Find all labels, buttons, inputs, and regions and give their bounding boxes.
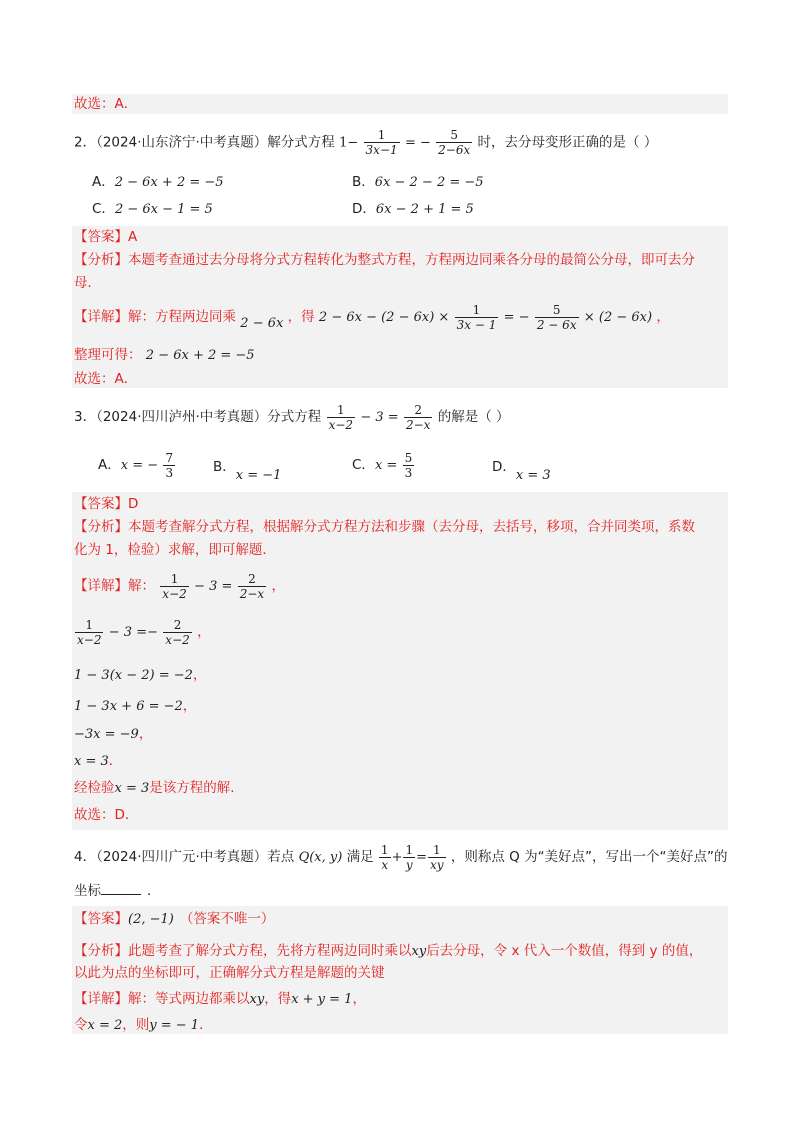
- q2-detail-eq-a: 2 − 6x − (2 − 6x) ×: [318, 310, 450, 325]
- q4-stem-line2: 坐标 ．: [74, 883, 161, 899]
- q2-option-a[interactable]: A．2 − 6x + 2 = −5: [92, 174, 224, 190]
- q3-stem-suffix: 的解是（ ）: [437, 409, 510, 425]
- q4-last: 令x = 2，则y = − 1．: [74, 1017, 213, 1033]
- q3-stem: [74, 402, 510, 433]
- q3-step-0: $\frac{1}{x-2}$ − 3 =− $\frac{2}{x-2}$ ，: [77, 617, 211, 647]
- q2-detail-mult: 2 − 6x: [240, 316, 284, 331]
- q2-answer: 【答案】A: [74, 229, 138, 245]
- q3-eq-frac2: $\frac{2}{2-x}$: [405, 402, 431, 432]
- q3-answer: 【答案】D: [74, 496, 139, 512]
- q2-eq-rhs: = −: [404, 135, 431, 151]
- q2-stem: [74, 128, 657, 158]
- q3-option-a[interactable]: A．x = − $\frac{7}{3}$: [98, 450, 174, 480]
- q4-detail: 【详解】解：等式两边都乘以xy，得x + y = 1，: [74, 991, 366, 1007]
- q2-option-d[interactable]: D．6x − 2 + 1 = 5: [352, 201, 474, 217]
- q2-stem-suffix: 时，去分母变形正确的是（ ）: [477, 134, 658, 151]
- q4-answer: 【答案】(2, −1) （答案不唯一）: [74, 911, 275, 927]
- q3-option-b[interactable]: B．x = −1: [213, 459, 282, 483]
- q2-simplify: [74, 346, 255, 365]
- q2-option-b[interactable]: B．6x − 2 − 2 = −5: [352, 174, 484, 190]
- q2-option-c[interactable]: C．2 − 6x − 1 = 5: [92, 201, 213, 217]
- q3-eq-frac1: $\frac{1}{x-2}$: [328, 402, 354, 432]
- q2-detail-eq-c: × (2 − 6x): [583, 310, 653, 325]
- q4-stem-mid: 满足: [346, 849, 374, 865]
- q3-analysis-line1: 【分析】本题考查解分式方程，根据解分式方程方法和步骤（去分母，去括号，移项，合并同类项，系数: [74, 519, 695, 535]
- q3-choice: 故选：D．: [74, 807, 139, 823]
- q4-stem: 4．（2024·四川广元·中考真题）若点 Q(x, y) 满足 $\frac{1}{x}$ + $\frac{1}{y}$ = $\frac{1}{xy}$ ，则称点 Q 为“美好点”，写出一个“美好点”的: [74, 842, 728, 872]
- q2-analysis-line2: 母．: [74, 275, 101, 291]
- q2-detail-end: ，: [656, 309, 670, 325]
- q3-stem-prefix: 3．（2024·四川泸州·中考真题）分式方程: [74, 409, 322, 425]
- q2-choice: 故选：A．: [74, 371, 138, 387]
- q2-detail-frac2: $\frac{5}{2 - 6x}$: [536, 302, 577, 332]
- q4-answer-blank[interactable]: [101, 882, 141, 895]
- q4-analysis-line2: 以此为点的坐标即可，正确解分式方程是解题的关键: [74, 965, 385, 981]
- q3-option-d[interactable]: D．x = 3: [492, 459, 551, 483]
- q4-stem-suffix: ，则称点 Q 为“美好点”，写出一个“美好点”的: [450, 849, 728, 865]
- q2-analysis-line1: 【分析】本题考查通过去分母将分式方程转化为整式方程，方程两边同乘各分母的最简公分母，即可去分: [74, 252, 695, 268]
- q3-eq-mid: − 3 =: [360, 410, 399, 425]
- q1-answer-block: [72, 94, 728, 114]
- q3-step-3: −3x = −9，: [74, 726, 153, 742]
- q2-detail-prefix: 【详解】解：方程两边同乘: [74, 309, 236, 325]
- q3-check: 经检验x = 3是该方程的解.: [74, 780, 235, 796]
- q3-step-4: x = 3．: [74, 753, 123, 769]
- q2-detail-mid: ，得: [287, 309, 315, 325]
- q3-analysis-line2: 化为 1，检验）求解，即可解题．: [74, 542, 276, 558]
- q2-eq-frac2: $\frac{5}{2-6x}$: [438, 128, 471, 157]
- q2-simplify-label: 整理可得：: [74, 347, 142, 363]
- q3-detail-prefix: 【详解】解：: [74, 578, 155, 594]
- q2-detail-eq-b: = −: [503, 310, 530, 325]
- q2-detail: [74, 302, 670, 333]
- q3-option-c[interactable]: C．x = $\frac{5}{3}$: [352, 450, 413, 480]
- q2-eq-lhs: 1−: [339, 135, 359, 151]
- q1-choice: 故选：A．: [74, 96, 138, 112]
- q2-simplify-expr: 2 − 6x + 2 = −5: [145, 348, 255, 363]
- q4-stem-prefix: 4．（2024·四川广元·中考真题）若点: [74, 849, 295, 865]
- q2-detail-frac1: $\frac{1}{3x - 1}$: [456, 302, 497, 332]
- q2-eq-frac1: $\frac{1}{3x-1}$: [365, 128, 398, 157]
- q4-point: Q(x, y): [298, 850, 343, 865]
- q3-step-1: 1 − 3(x − 2) = −2，: [74, 667, 207, 683]
- q3-detail: 【详解】解： $\frac{1}{x-2}$ − 3 = $\frac{2}{2-x}$ ，: [74, 571, 285, 601]
- q2-stem-prefix: 2．（2024·山东济宁·中考真题）解分式方程: [74, 134, 335, 151]
- q4-analysis-line1: 【分析】此题考查了解分式方程，先将方程两边同时乘以xy后去分母，令 x 代入一个数值，得到 y 的值，: [74, 943, 703, 959]
- q3-step-2: 1 − 3x + 6 = −2，: [74, 698, 197, 714]
